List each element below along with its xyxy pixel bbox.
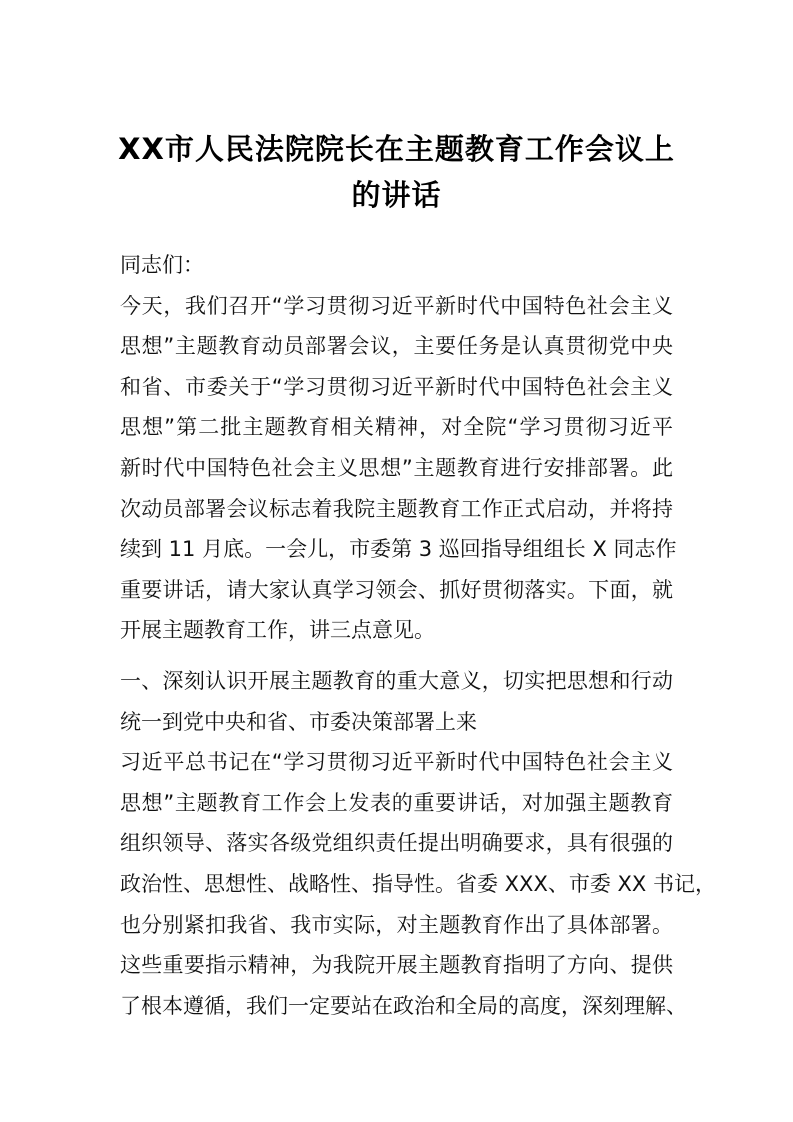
text-line: 思想”第二批主题教育相关精神，对全院“学习贯彻习近平 <box>120 415 673 440</box>
text-line: 和省、市委关于“学习贯彻习近平新时代中国特色社会主义 <box>120 374 673 399</box>
text-line: 次动员部署会议标志着我院主题教育工作正式启动，并将持 <box>120 496 673 521</box>
text-line: 续到 11 月底。一会儿，市委第 3 巡回指导组组长 X 同志作 <box>120 537 677 562</box>
text-line: 思想”主题教育工作会上发表的重要讲话，对加强主题教育 <box>120 790 673 815</box>
paragraph-intro <box>120 286 677 651</box>
document-title-line-1: XX市人民法院院长在主题教育工作会议上 <box>118 132 675 166</box>
text-line: 了根本遵循，我们一定要站在政治和全局的高度，深刻理解、 <box>120 993 687 1018</box>
text-line: 这些重要指示精神，为我院开展主题教育指明了方向、提供 <box>120 953 673 978</box>
text-line: 今天，我们召开“学习贯彻习近平新时代中国特色社会主义 <box>120 293 673 318</box>
text-line: 新时代中国特色社会主义思想”主题教育进行安排部署。此 <box>120 455 673 480</box>
heading-line: 一、深刻认识开展主题教育的重大意义，切实把思想和行动 <box>120 668 673 693</box>
text-line: 也分别紧扣我省、我市实际，对主题教育作出了具体部署。 <box>120 912 673 937</box>
text-line: 开展主题教育工作，讲三点意见。 <box>120 618 435 643</box>
paragraph-section-1 <box>120 742 716 1026</box>
text-line: 思想”主题教育动员部署会议，主要任务是认真贯彻党中央 <box>120 334 673 359</box>
text-line: 习近平总书记在“学习贯彻习近平新时代中国特色社会主义 <box>120 750 673 775</box>
document-body <box>120 245 716 1026</box>
text-line: 政治性、思想性、战略性、指导性。省委 XXX、市委 XX 书记， <box>120 871 716 896</box>
heading-line: 统一到党中央和省、市委决策部署上来 <box>120 709 477 734</box>
section-heading-1 <box>120 661 673 742</box>
text-line: 重要讲话，请大家认真学习领会、抓好贯彻落实。下面，就 <box>120 577 673 602</box>
text-line: 组织领导、落实各级党组织责任提出明确要求，具有很强的 <box>120 831 673 856</box>
document-title-line-2: 的讲话 <box>351 178 442 212</box>
greeting: 同志们： <box>120 253 204 277</box>
